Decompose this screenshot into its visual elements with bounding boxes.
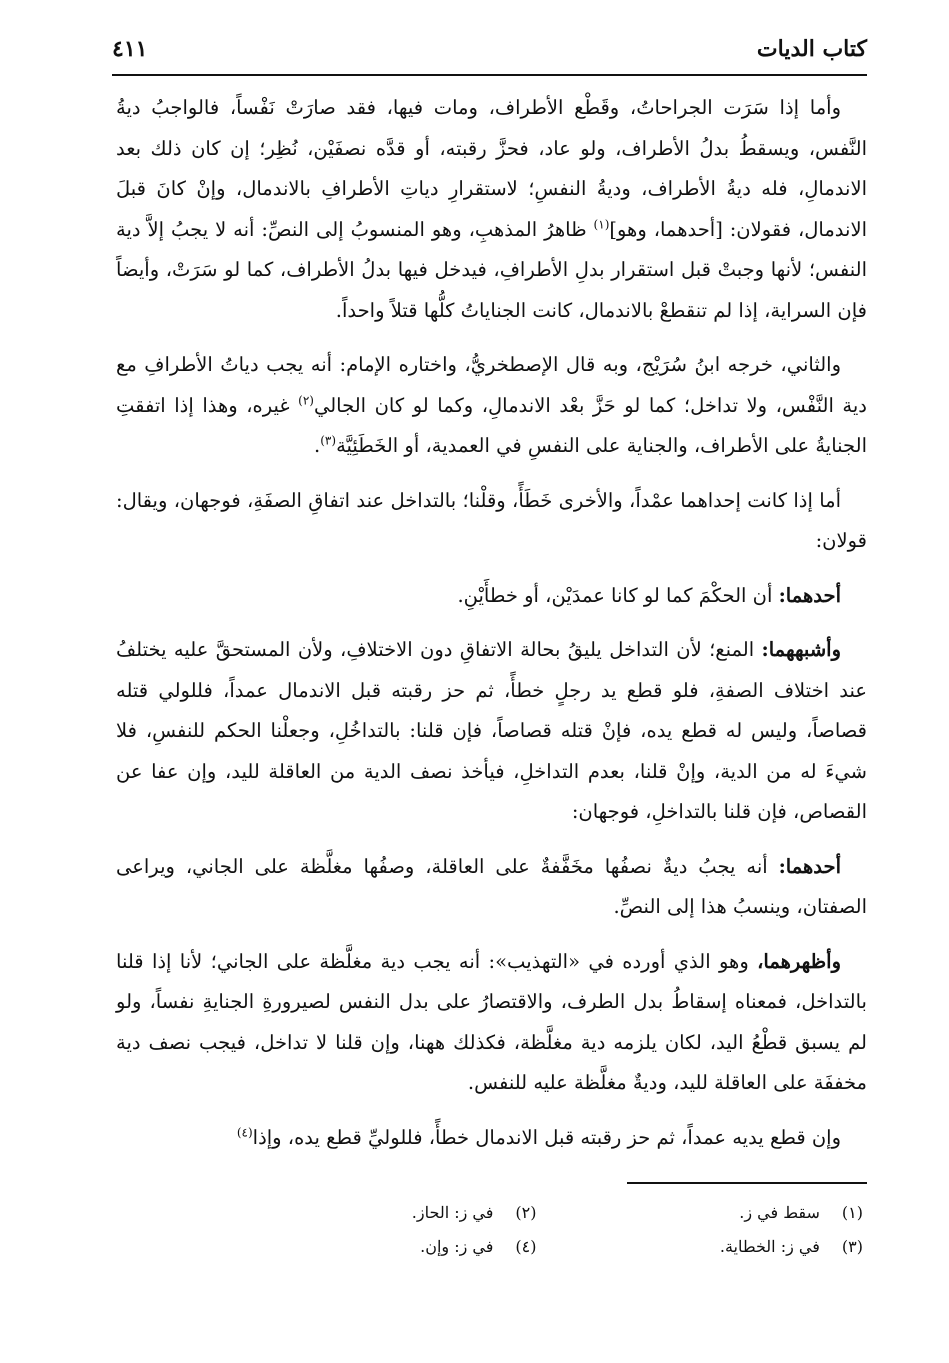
footnote-number: (٤) <box>515 1237 537 1256</box>
book-title: كتاب الديات <box>756 36 867 62</box>
page-header <box>112 30 867 76</box>
footnote-text: في ز: الحاز. <box>411 1203 494 1222</box>
paragraph <box>116 847 867 928</box>
footnote-text: في ز: الخطاية. <box>719 1237 820 1256</box>
paragraph-lead: أحدهما: <box>778 854 841 878</box>
paragraph-text: . <box>314 434 321 457</box>
footnote <box>250 1230 537 1264</box>
footnote <box>577 1230 864 1264</box>
footnote-number: (١) <box>841 1203 863 1222</box>
footnotes <box>250 1196 863 1264</box>
paragraph-text: وأما إذا سَرَت الجراحاتُ، وقَطْع الأطراف، ومات فيها، فقد صارَتْ نَفْساً، فالواجبُ ديةُ النَّفس، ويسقطُ بدلُ الأطراف، ولو عاد، فحزَّ رقبته، أو قدَّه نصفَيْن، نُظِر؛ إن كان ذلك بعد الاندمالِ، فله ديةُ الأطراف، وديةُ النفسِ؛ لاستقرارِ دياتِ الأطرافِ بالاندمال، وإنْ كانَ قبلَ الاندمال، فقولان: [أحدهما، وهو] <box>116 96 867 241</box>
paragraph-text: غيره، وهذا إذا اتفقتِ الجنايةُ على الأطراف، والجناية على النفسِ في العمدية، أو الخَطَئِيَّة <box>116 393 867 457</box>
paragraph-lead: وأظهرهما، <box>757 949 841 973</box>
footnote-text: في ز: وإن. <box>420 1237 494 1256</box>
paragraph-text: أنه يجبُ ديةٌ نصفُها مخَفَّفةٌ على العاقلة، وصفُها مغلَّظة على الجاني، ويراعى الصفتان، وينسبُ هذا إلى النصِّ. <box>116 854 867 918</box>
paragraph <box>116 345 867 467</box>
paragraph <box>116 630 867 833</box>
footnote-ref: (٢) <box>298 393 314 407</box>
footnote-ref: (٤) <box>236 1125 253 1139</box>
page-number: ٤١١ <box>112 36 148 62</box>
paragraph <box>116 942 867 1104</box>
paragraph-text: والثاني، خرجه ابنُ سُرَيْج، وبه قال الإصطخريُّ، واختاره الإمام: أنه يجب دياتُ الأطرافِ مع دية النَّفْس، ولا تداخل؛ كما لو حَزَّ بعْد الاندمالِ، وكما لو كان الجالي <box>116 353 867 417</box>
paragraph-text: أما إذا كانت إحداهما عمْداً، والأخرى خَطَأً، وقلْنا؛ بالتداخل عند اتفاقِ الصفَةِ، فوجهان، ويقال: قولان: <box>116 488 867 552</box>
body-text <box>116 88 867 1172</box>
paragraph <box>116 1118 867 1159</box>
paragraph-text: المنع؛ لأن التداخل يليقُ بحالة الاتفاقِ دون الاختلافِ، ولأن المستحقَّ عليه يختلفُ عند اختلاف الصفةِ، فلو قطع يد رجلٍ خطأً، ثم حز رقبته قبل الاندمال عمداً، فللولي قتله قصاصاً، وليس له قطع يده، فإنْ قتله قصاصاً، فإن قلنا: بالتداخُلِ، وجعلْنا الحكم للنفسِ، فلا شيءَ له من الدية، وإنْ قلنا، بعدم التداخلِ، فيأخذ نصف الدية من العاقلة لليد، وإن عفا عن القصاص، فإن قلنا بالتداخلِ، فوجهان: <box>116 638 867 823</box>
footnote-divider <box>627 1182 867 1184</box>
footnote <box>577 1196 864 1230</box>
paragraph-text: ظاهرُ المذهبِ، وهو المنسوبُ إلى النصِّ: أنه لا يجبُ إلاَّ دية النفس؛ لأنها وجبتْ قبل استقرار بدلِ الأطرافِ، فيدخل فيها بدلُ الأطراف، كما لو سَرَتْ، وأيضاً فإن السراية، إذا لم تنقطعْ بالاندمال، كانت الجناياتُ كلُّها قتلاً واحداً. <box>116 217 867 322</box>
footnote-number: (٣) <box>841 1237 863 1256</box>
footnote <box>250 1196 537 1230</box>
footnote-ref: (١) <box>593 217 610 231</box>
paragraph-lead: أحدهما: <box>778 583 841 607</box>
paragraph <box>116 88 867 331</box>
paragraph-text: وإن قطع يديه عمداً، ثم حز رقبته قبل الاندمال خطأً، فللوليِّ قطع يده، وإذا <box>252 1125 841 1149</box>
paragraph-text: أن الحكْمَ كما لو كانا عمدَيْن، أو خطأَيْنِ. <box>457 583 773 607</box>
footnote-ref: (٣) <box>320 433 337 448</box>
footnote-number: (٢) <box>515 1203 537 1222</box>
footnote-text: سقط في ز. <box>739 1203 820 1222</box>
paragraph <box>116 576 867 617</box>
paragraph <box>116 481 867 562</box>
paragraph-text: وهو الذي أورده في «التهذيب»: أنه يجب دية مغلَّظة على الجاني؛ لأنا إذا قلنا بالتداخل، فمعناه إسقاطُ بدل الطرف، والاقتصارُ على بدل النفس لصيرورةِ الجنايةِ نفساً، ولو لم يسبق قطْعُ اليد، لكان يلزمه دية مغلَّظة، فكذلك ههنا، وإن قلنا لا تداخل، فيجب نصف دية مخففَة على العاقلة لليد، وديةٌ مغلَّظة عليه للنفس. <box>116 949 867 1094</box>
paragraph-lead: وأشبههما: <box>761 638 841 661</box>
